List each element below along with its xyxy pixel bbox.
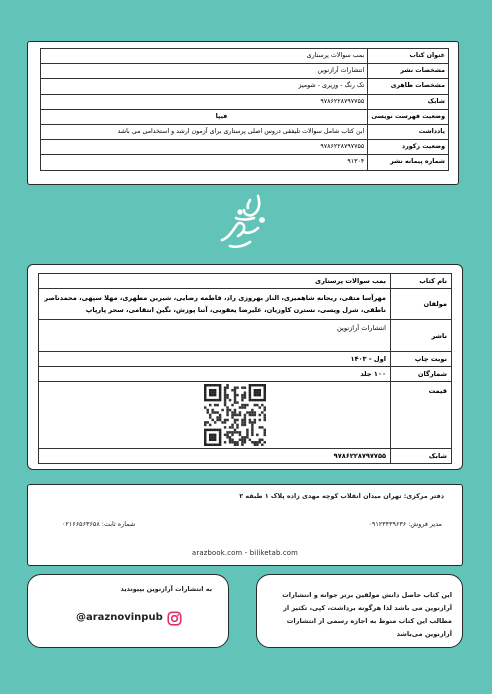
- catalog-row: [41, 109, 449, 124]
- catalog-row: [41, 140, 449, 155]
- details-row: [39, 352, 452, 367]
- publisher-label: ناشر: [391, 320, 452, 352]
- catalog-label: عنوان کتاب: [368, 49, 449, 64]
- copyright-notice-card: [256, 574, 463, 648]
- price-label: قیمت: [391, 382, 452, 449]
- publisher: انتشارات آرازنوین: [39, 320, 391, 352]
- isbn-label: شابک: [391, 449, 452, 464]
- logo-mark-icon: [214, 188, 280, 254]
- catalog-row: [41, 124, 449, 139]
- catalog-label: مشخصات نشر: [368, 64, 449, 79]
- details-row: [39, 382, 452, 449]
- catalog-label: شماره پیمانه نشر: [368, 155, 449, 170]
- catalog-value: ۹۷۸۶۲۲۸۷۹۷۷۵۵: [41, 94, 368, 109]
- website-links[interactable]: arazbook.com - biliketab.com: [192, 549, 298, 557]
- catalog-value: تک رنگ - وزیری - شومیز: [41, 79, 368, 94]
- edition-label: نوبت چاپ: [391, 352, 452, 367]
- catalog-value: ۹۷۸۶۲۲۸۷۹۷۷۵۵: [41, 140, 368, 155]
- contact-card: [27, 484, 463, 566]
- details-row: [39, 320, 452, 352]
- catalog-value: انتشارات آرازنوین: [41, 64, 368, 79]
- catalog-label: یادداشت: [368, 124, 449, 139]
- instagram-icon[interactable]: [167, 611, 182, 626]
- instagram-handle[interactable]: @araznovinpub: [76, 612, 163, 623]
- catalog-card: [27, 41, 459, 185]
- circulation-label: شمارگان: [391, 367, 452, 382]
- book-details-card: [27, 264, 463, 470]
- isbn: ۹۷۸۶۲۲۸۷۹۷۷۵۵: [39, 449, 391, 464]
- book-details-table: [38, 273, 452, 464]
- catalog-row: [41, 94, 449, 109]
- qr-code-icon[interactable]: [204, 384, 266, 446]
- catalog-label: وضعیت فهرست نویسی: [368, 109, 449, 124]
- catalog-label: وضعیت رکورد: [368, 140, 449, 155]
- catalog-value: بمب سوالات پرستاری: [41, 49, 368, 64]
- social-card: [27, 574, 229, 648]
- landline-phone[interactable]: شماره ثابت: ۰۲۱۶۶۵۶۳۶۵۸: [62, 520, 136, 528]
- central-office: دفتر مرکزی: تهران میدان انقلاب کوچه مهدی زاده پلاک ۱ طبقه ۲: [239, 492, 444, 500]
- copyright-notice: این کتاب حاصل دانش مولفین برتر جوانه و انتشارات آرازنوین می باشد لذا هرگونه برداشت، کپی، تکثیر از مطالب این کتاب منوط به اجازه رسمی از انتشارات آرازنوین می‌باشد: [282, 591, 452, 638]
- catalog-label: شابک: [368, 94, 449, 109]
- publisher-logo: [214, 188, 280, 254]
- book-name: بمب سوالات پرستاری: [39, 274, 391, 289]
- catalog-label: مشخصات ظاهری: [368, 79, 449, 94]
- book-name-label: نام کتاب: [391, 274, 452, 289]
- authors: مهرآسا متقی، ریحانه شاهمیری، الناز بهروزی راد، فاطمه رضایی، شیرین مظهری، مهلا سپهی، محمدناصر ناطقی، شرل ویسی، نسترن کاوزیان، علیرضا یعقوبی، آتنا پوزش، نگین انتقامی، سحر پارپاپ: [39, 289, 391, 320]
- details-row: [39, 289, 452, 320]
- catalog-value: این کتاب شامل سوالات تلیفقی دروس اصلی پرستاری برای آزمون ارشد و استخدامی می باشد: [41, 124, 368, 139]
- catalog-value: ۹۱۳۰۴: [41, 155, 368, 170]
- details-row: [39, 367, 452, 382]
- catalog-row: [41, 79, 449, 94]
- catalog-table: [40, 48, 449, 171]
- catalog-row: [41, 155, 449, 170]
- details-row: [39, 274, 452, 289]
- edition: اول - ۱۴۰۳: [39, 352, 391, 367]
- join-text: به انتشارات آرازنوین بپیوندید: [120, 585, 212, 593]
- catalog-value: فیپا: [41, 109, 368, 124]
- catalog-row: [41, 64, 449, 79]
- manager-phone[interactable]: مدیر فروش: ۰۹۱۲۳۴۳۹۶۳۶: [368, 520, 442, 528]
- details-row: [39, 449, 452, 464]
- catalog-row: [41, 49, 449, 64]
- authors-label: مولفان: [391, 289, 452, 320]
- circulation: ۱۰۰ جلد: [39, 367, 391, 382]
- price-cell: [39, 382, 391, 449]
